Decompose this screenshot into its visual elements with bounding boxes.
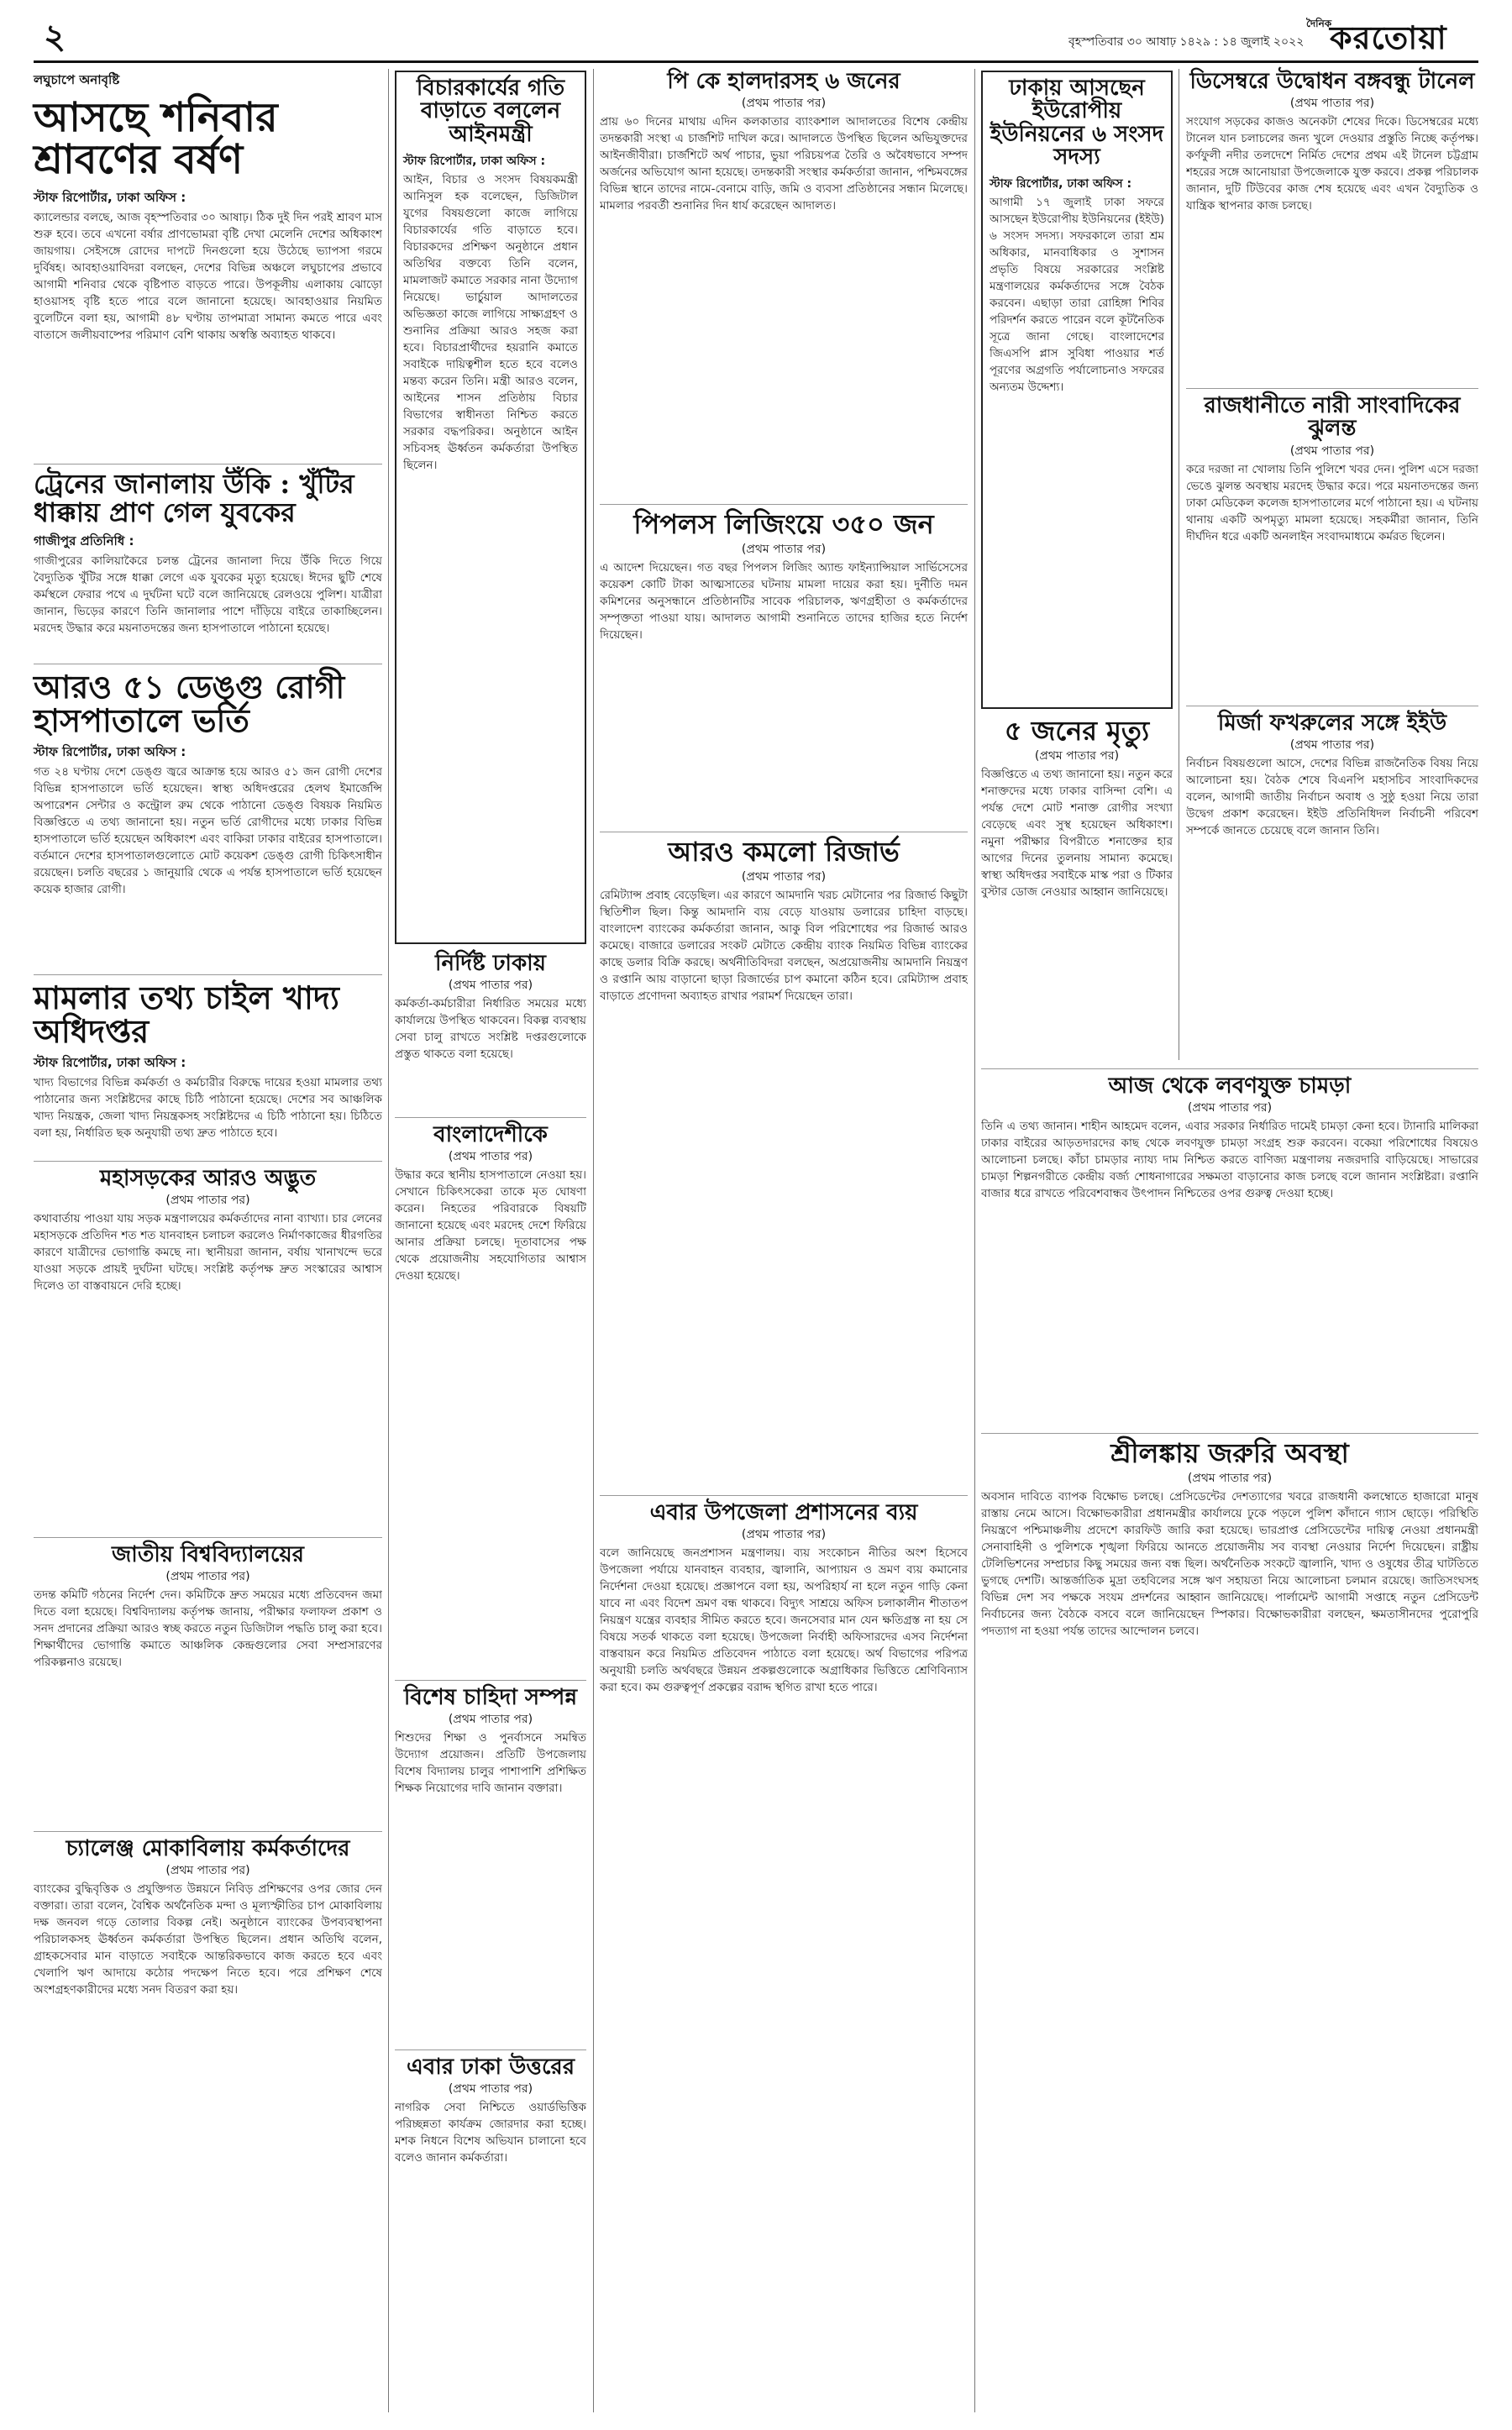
story-peoples-leasing: [600, 508, 968, 828]
story-body: বিজ্ঞপ্তিতে এ তথ্য জানানো হয়। নতুন করে শনাক্তদের মধ্যে ঢাকার বাসিন্দা বেশি। এ পর্যন্ত দেশে মোট শনাক্ত রোগীর সংখ্যা বেড়েছে এবং সুস্থ হয়েছেন অধিকাংশ। নমুনা পরীক্ষার বিপরীতে শনাক্তের হার আগের দিনের তুলনায় সামান্য কমেছে। স্বাস্থ্য অধিদপ্তর সবাইকে মাস্ক পরা ও টিকার বুস্টার ডোজ নেওয়ার আহ্বান জানিয়েছে।: [981, 767, 1173, 899]
story-headline: আরও কমলো রিজার্ভ: [668, 836, 900, 868]
story-headline: ট্রেনের জানালায় উঁকি : খুঁটির ধাক্কায় প্রাণ গেল যুবকের: [34, 468, 354, 528]
continued-note: (প্রথম পাতার পর): [741, 542, 827, 556]
story-bangladeshi: [395, 1124, 586, 1671]
story-separator: [395, 1117, 586, 1118]
column-divider: [388, 69, 389, 2412]
story-officers: [34, 1838, 382, 2401]
story-separator: [395, 1680, 586, 1681]
story-eu-mps: [981, 71, 1173, 709]
story-separator: [34, 1831, 382, 1832]
continued-note: (প্রথম পাতার পর): [1187, 1471, 1273, 1485]
story-leather: [981, 1075, 1478, 1420]
continued-note: (প্রথম পাতার পর): [448, 979, 533, 993]
story-headline: এবার উপজেলা প্রশাসনের ব্যয়: [649, 1500, 918, 1525]
story-body: এ আদেশ দিয়েছেন। গত বছর পিপলস লিজিং অ্যান্ড ফাইন্যান্সিয়াল সার্ভিসেসের কয়েকশ কোটি টাকা আত্মসাতের ঘটনায় মামলা দায়ের করা হয়। দুর্নীতি দমন কমিশনের অনুসন্ধানে প্রতিষ্ঠানটির সাবেক পরিচালক, ঋণগ্রহীতা ও কর্মকর্তাদের সম্পৃক্ততা পাওয়া যায়। আদালত আগামী শুনানিতে তাদের হাজির হতে নির্দেশ দিয়েছেন।: [600, 560, 968, 642]
story-headline: আরও ৫১ ডেঙ্গু রোগী হাসপাতালে ভর্তি: [34, 668, 345, 739]
story-body: ক্যালেন্ডার বলছে, আজ বৃহস্পতিবার ৩০ আষাঢ়। ঠিক দুই দিন পরই শ্রাবণ মাস শুরু হবে। তবে এখনো বর্ষার প্রাণভোমরা বৃষ্টি দেখা মেলেনি দেশের অধিকাংশ জায়গায়। সেইসঙ্গে রোদের দাপটে দিনগুলো হয়ে উঠেছে ভ্যাপসা গরমে দুর্বিষহ। আবহাওয়াবিদরা বলছেন, দেশের বিভিন্ন অঞ্চলে লঘুচাপের প্রভাবে আগামী শনিবার থেকে বৃষ্টিপাত বাড়তে পারে। উপকূলীয় এলাকায় ঝোড়ো হাওয়াসহ বৃষ্টি হতে পারে বলে জানানো হয়েছে। আবহাওয়ার নিয়মিত বুলেটিনে বলা হয়, আগামী ৪৮ ঘণ্টায় তাপমাত্রা সামান্য কমতে পারে এবং বাতাসে জলীয়বাষ্পের পরিমাণ বেশি থাকায় অস্বস্তি অব্যাহত থাকবে।: [34, 210, 382, 342]
story-headline: বাংলাদেশীকে: [433, 1122, 548, 1147]
masthead-logo: [1306, 12, 1474, 55]
story-body: তদন্ত কমিটি গঠনের নির্দেশ দেন। কমিটিকে দ্রুত সময়ের মধ্যে প্রতিবেদন জমা দিতে বলা হয়েছে। বিশ্ববিদ্যালয় কর্তৃপক্ষ জানায়, পরীক্ষার ফলাফল প্রকাশ ও সনদ প্রদানের প্রক্রিয়া আরও স্বচ্ছ করতে নতুন ডিজিটাল পদ্ধতি চালু করা হবে। শিক্ষার্থীদের ভোগান্তি কমাতে আঞ্চলিক কেন্দ্রগুলোর সেবা সম্প্রসারণের পরিকল্পনাও রয়েছে।: [34, 1588, 382, 1670]
story-separator: [34, 1161, 382, 1162]
continued-note: (প্রথম পাতার পর): [741, 97, 827, 111]
story-headline: ঢাকায় আসছেন ইউরোপীয় ইউনিয়নের ৬ সংসদ সদস্য: [990, 76, 1164, 170]
story-separator: [981, 1068, 1478, 1069]
story-body: নাগরিক সেবা নিশ্চিতে ওয়ার্ডভিত্তিক পরিচ্ছন্নতা কার্যক্রম জোরদার করা হচ্ছে। মশক নিধনে বিশেষ অভিযান চালানো হবে বলেও জানান কর্মকর্তারা।: [395, 2101, 586, 2165]
story-headline: আজ থেকে লবণযুক্ত চামড়া: [1108, 1073, 1352, 1099]
story-headline: এবার ঢাকা উত্তরের: [406, 2055, 575, 2080]
story-headline: পি কে হালদারসহ ৬ জনের: [667, 69, 900, 94]
story-headline: ডিসেম্বরে উদ্বোধন বঙ্গবন্ধু টানেল: [1189, 69, 1475, 94]
story-headline: চ্যালেঞ্জ মোকাবিলায় কর্মকর্তাদের: [66, 1836, 350, 1861]
story-body: নির্বাচন বিষয়গুলো আসে, দেশের বিভিন্ন রাজনৈতিক বিষয় নিয়ে আলোচনা হয়। বৈঠক শেষে বিএনপি মহাসচিব সাংবাদিকদের বলেন, আগামী জাতীয় নির্বাচন অবাধ ও সুষ্ঠু হওয়া নিয়ে তারা উদ্বেগ প্রকাশ করেছেন। ইইউ প্রতিনিধিদল নির্বাচনী পরিবেশ সম্পর্কে জানতে চেয়েছে বলে জানান তিনি।: [1186, 757, 1478, 838]
story-body: গাজীপুরের কালিয়াকৈরে চলন্ত ট্রেনের জানালা দিয়ে উঁকি দিতে গিয়ে বৈদ্যুতিক খুঁটির সঙ্গে ধাক্কা লেগে এক যুবকের মৃত্যু হয়েছে। ঈদের ছুটি শেষে কর্মস্থলে ফেরার পথে এ দুর্ঘটনা ঘটে বলে জানিয়েছে রেলওয়ে পুলিশ। যাত্রীরা জানান, ভিড়ের কারণে তিনি জানালার পাশে দাঁড়িয়ে বাইরে তাকাচ্ছিলেন। মরদেহ উদ্ধার করে ময়নাতদন্তের জন্য হাসপাতালে পাঠানো হয়েছে।: [34, 554, 382, 636]
story-separator: [34, 974, 382, 975]
continued-note: (প্রথম পাতার পর): [741, 1528, 827, 1542]
story-headline: মামলার তথ্য চাইল খাদ্য অধিদপ্তর: [34, 979, 339, 1050]
story-body: গত ২৪ ঘণ্টায় দেশে ডেঙ্গু জ্বরে আক্রান্ত হয়ে আরও ৫১ জন রোগী দেশের বিভিন্ন হাসপাতালে ভর্তি হয়েছেন। স্বাস্থ্য অধিদপ্তরের হেলথ ইমার্জেন্সি অপারেশন সেন্টার ও কন্ট্রোল রুম থেকে পাঠানো ডেঙ্গু বিষয়ক নিয়মিত বিজ্ঞপ্তিতে এ তথ্য জানানো হয়। নতুন ভর্তি রোগীদের মধ্যে ঢাকার বিভিন্ন হাসপাতালে ভর্তি হয়েছেন অধিকাংশ এবং বাকিরা ঢাকার বাইরের হাসপাতালে। বর্তমানে দেশের হাসপাতালগুলোতে মোট কয়েকশ ডেঙ্গু রোগী চিকিৎসাধীন রয়েছেন। চলতি বছরের ১ জানুয়ারি থেকে এ পর্যন্ত হাসপাতালে ভর্তি হয়েছেন কয়েক হাজার রোগী।: [34, 764, 382, 896]
story-body: ব্যাংকের বুদ্ধিবৃত্তিক ও প্রযুক্তিগত উন্নয়নে নিবিড় প্রশিক্ষণের ওপর জোর দেন বক্তারা। তারা বলেন, বৈশ্বিক অর্থনৈতিক মন্দা ও মূল্যস্ফীতির চাপ মোকাবিলায় দক্ষ জনবল গড়ে তোলার বিকল্প নেই। অনুষ্ঠানে ব্যাংকের উপব্যবস্থাপনা পরিচালকসহ ঊর্ধ্বতন কর্মকর্তারা উপস্থিত ছিলেন। প্রধান অতিথি বলেন, গ্রাহকসেবার মান বাড়াতে সবাইকে আন্তরিকভাবে কাজ করতে হবে এবং খেলাপি ঋণ আদায়ে কঠোর পদক্ষেপ নিতে হবে। পরে প্রশিক্ষণ শেষে অংশগ্রহণকারীদের মধ্যে সনদ বিতরণ করা হয়।: [34, 1882, 382, 1997]
story-highway: [34, 1168, 382, 1530]
story-byline: স্টাফ রিপোর্টার, ঢাকা অফিস :: [990, 177, 1132, 192]
story-headline: বিচারকার্যের গতি বাড়াতে বললেন আইনমন্ত্রী: [416, 76, 565, 147]
story-pk-halder: [600, 71, 968, 500]
story-headline: শ্রীলঙ্কায় জরুরি অবস্থা: [1110, 1437, 1349, 1469]
story-headline: মির্জা ফখরুলের সঙ্গে ইইউ: [1217, 711, 1447, 736]
story-body: রেমিট্যান্স প্রবাহ বেড়েছিল। এর কারণে আমদানি খরচ মেটানোর পর রিজার্ভ কিছুটা স্থিতিশীল ছিল। কিন্তু আমদানি ব্যয় বেড়ে যাওয়ায় ডলারের চাহিদা বাড়ছে। বাংলাদেশ ব্যাংকের কর্মকর্তারা জানান, আকু বিল পরিশোধের পর রিজার্ভ আরও কমেছে। বাজারে ডলারের সংকট মেটাতে কেন্দ্রীয় ব্যাংক নিয়মিত বিভিন্ন ব্যাংকের কাছে ডলার বিক্রি করছে। অর্থনীতিবিদরা বলছেন, অপ্রয়োজনীয় আমদানি নিয়ন্ত্রণ ও রপ্তানি আয় বাড়ানো ছাড়া রিজার্ভের চাপ কমানো কঠিন হবে। রেমিট্যান্স প্রবাহ বাড়াতে প্রণোদনা অব্যাহত রাখার পরামর্শ দিয়েছেন তারা।: [600, 888, 968, 1003]
story-headline: রাজধানীতে নারী সাংবাদিকের ঝুলন্ত: [1204, 393, 1461, 442]
story-body: আগামী ১৭ জুলাই ঢাকা সফরে আসছেন ইউরোপীয় ইউনিয়নের (ইইউ) ৬ সংসদ সদস্য। সফরকালে তারা শ্রম অধিকার, মানবাধিকার ও সুশাসন প্রভৃতি বিষয়ে সরকারের সংশ্লিষ্ট মন্ত্রণালয়ের কর্মকর্তাদের সঙ্গে বৈঠক করবেন। এছাড়া তারা রোহিঙ্গা শিবির পরিদর্শন করতে পারেন বলে কূটনৈতিক সূত্রে জানা গেছে। বাংলাদেশের জিএসপি প্লাস সুবিধা পাওয়ার শর্ত পূরণের অগ্রগতি পর্যালোচনাও সফরের অন্যতম উদ্দেশ্য।: [990, 196, 1164, 395]
story-body: প্রায় ৬০ দিনের মাথায় এদিন কলকাতার ব্যাংকশাল আদালতের বিশেষ কেন্দ্রীয় তদন্তকারী সংস্থা এ চার্জশিট দাখিল করে। আদালতে উপস্থিত ছিলেন অভিযুক্তদের আইনজীবীরা। চার্জশিটে অর্থ পাচার, ভুয়া পরিচয়পত্র তৈরি ও অবৈধভাবে সম্পদ অর্জনের অভিযোগ আনা হয়েছে। তদন্তকারী সংস্থার কর্মকর্তারা জানান, পশ্চিমবঙ্গের বিভিন্ন স্থানে তাদের নামে-বেনামে বাড়ি, জমি ও ব্যবসা প্রতিষ্ঠানের সন্ধান মিলেছে। মামলার পরবর্তী শুনানির দিন ধার্য করেছেন আদালত।: [600, 115, 968, 213]
continued-note: (প্রথম পাতার পর): [1289, 97, 1375, 111]
story-body: আইন, বিচার ও সংসদ বিষয়কমন্ত্রী আনিসুল হক বলেছেন, ডিজিটাল যুগের বিষয়গুলো কাজে লাগিয়ে বিচারকার্যের গতি বাড়াতে হবে। বিচারকদের প্রশিক্ষণ অনুষ্ঠানে প্রধান অতিথির বক্তব্যে তিনি বলেন, মামলাজট কমাতে সরকার নানা উদ্যোগ নিয়েছে। ভার্চুয়াল আদালতের অভিজ্ঞতা কাজে লাগিয়ে সাক্ষ্যগ্রহণ ও শুনানির প্রক্রিয়া আরও সহজ করা হবে। বিচারপ্রার্থীদের হয়রানি কমাতে সবাইকে দায়িত্বশীল হতে হবে বলেও মন্তব্য করেন তিনি। মন্ত্রী আরও বলেন, আইনের শাসন প্রতিষ্ঠায় বিচার বিভাগের স্বাধীনতা নিশ্চিত করতে সরকার বদ্ধপরিকর। অনুষ্ঠানে আইন সচিবসহ ঊর্ধ্বতন কর্মকর্তারা উপস্থিত ছিলেন।: [403, 172, 578, 472]
story-separator: [600, 1495, 968, 1496]
story-headline: পিপলস লিজিংয়ে ৩৫০ জন: [633, 508, 934, 540]
continued-note: (প্রথম পাতার পর): [165, 1570, 250, 1584]
story-dhaka-north: [395, 2056, 586, 2401]
continued-note: (প্রথম পাতার পর): [448, 1150, 533, 1164]
story-journalist: [1186, 395, 1478, 713]
header-rule: [34, 60, 1478, 63]
story-headline: ৫ জনের মৃত্যু: [1004, 715, 1150, 747]
story-separator: [600, 504, 968, 505]
story-body: করে দরজা না খোলায় তিনি পুলিশে খবর দেন। পুলিশ এসে দরজা ভেঙে ঝুলন্ত অবস্থায় মরদেহ উদ্ধার করে। পরে ময়নাতদন্তের জন্য ঢাকা মেডিকেল কলেজ হাসপাতালের মর্গে পাঠানো হয়। এ ঘটনায় থানায় একটি অপমৃত্যু মামলা হয়েছে। সহকর্মীরা জানান, তিনি দীর্ঘদিন ধরে একটি অনলাইন সংবাদমাধ্যমে কর্মরত ছিলেন।: [1186, 462, 1478, 543]
story-body: উদ্ধার করে স্থানীয় হাসপাতালে নেওয়া হয়। সেখানে চিকিৎসকেরা তাকে মৃত ঘোষণা করেন। নিহতের পরিবারকে বিষয়টি জানানো হয়েছে এবং মরদেহ দেশে ফিরিয়ে আনার প্রক্রিয়া চলছে। দূতাবাসের পক্ষ থেকে প্রয়োজনীয় সহযোগিতার আশ্বাস দেওয়া হয়েছে।: [395, 1168, 586, 1283]
story-body: অবসান দাবিতে ব্যাপক বিক্ষোভ চলছে। প্রেসিডেন্টের দেশত্যাগের খবরে রাজধানী কলম্বোতে হাজারো মানুষ রাস্তায় নেমে আসে। বিক্ষোভকারীরা প্রধানমন্ত্রীর কার্যালয়ে ঢুকে পড়লে পুলিশ কাঁদানে গ্যাস ছোড়ে। পরিস্থিতি নিয়ন্ত্রণে পশ্চিমাঞ্চলীয় প্রদেশে কারফিউ জারি করা হয়েছে। ভারপ্রাপ্ত প্রেসিডেন্টের দায়িত্ব নেওয়া প্রধানমন্ত্রী সেনাবাহিনী ও পুলিশকে শৃঙ্খলা ফিরিয়ে আনতে প্রয়োজনীয় সব ব্যবস্থা নেওয়ার নির্দেশ দিয়েছেন। রাষ্ট্রীয় টেলিভিশনের সম্প্রচার কিছু সময়ের জন্য বন্ধ ছিল। অর্থনৈতিক সংকটে জ্বালানি, খাদ্য ও ওষুধের তীব্র ঘাটতিতে ভুগছে দেশটি। আন্তর্জাতিক মুদ্রা তহবিলের সঙ্গে ঋণ সহায়তা নিয়ে আলোচনা চলমান রয়েছে। জাতিসংঘসহ বিভিন্ন দেশ সব পক্ষকে সংযম প্রদর্শনের আহ্বান জানিয়েছে। পার্লামেন্ট আগামী সপ্তাহে নতুন প্রেসিডেন্ট নির্বাচনের জন্য বৈঠকে বসবে বলে জানিয়েছেন স্পিকার। বিক্ষোভকারীরা বলছেন, ক্ষমতাসীনদের পুরোপুরি পদত্যাগ না হওয়া পর্যন্ত তাদের আন্দোলন চলবে।: [981, 1489, 1478, 1638]
story-separator: [395, 2049, 586, 2050]
story-body: শিশুদের শিক্ষা ও পুনর্বাসনে সমন্বিত উদ্যোগ প্রয়োজন। প্রতিটি উপজেলায় বিশেষ বিদ্যালয় চালুর পাশাপাশি প্রশিক্ষিত শিক্ষক নিয়োগের দাবি জানান বক্তারা।: [395, 1731, 586, 1796]
story-body: কথাবার্তায় পাওয়া যায় সড়ক মন্ত্রণালয়ের কর্মকর্তাদের নানা ব্যাখ্যা। চার লেনের মহাসড়কে প্রতিদিন শত শত যানবাহন চলাচল করলেও নির্মাণকাজের ধীরগতির কারণে যাত্রীদের ভোগান্তি কমছে না। স্থানীয়রা জানান, বর্ষায় খানাখন্দে ভরে যাওয়া সড়কে প্রায়ই দুর্ঘটনা ঘটছে। সংশ্লিষ্ট কর্তৃপক্ষ দ্রুত সংস্কারের আশ্বাস দিলেও তা বাস্তবায়নে দেরি হচ্ছে।: [34, 1212, 382, 1294]
story-headline: জাতীয় বিশ্ববিদ্যালয়ের: [112, 1542, 304, 1567]
story-university: [34, 1544, 382, 1822]
story-special-needs: [395, 1687, 586, 2049]
story-headline: মহাসড়কের আরও অদ্ভুত: [99, 1166, 317, 1191]
continued-note: (প্রথম পাতার পর): [165, 1864, 250, 1878]
column-divider: [974, 69, 975, 2412]
continued-note: (প্রথম পাতার পর): [1289, 443, 1375, 458]
story-weather: [34, 71, 382, 495]
story-kicker: লঘুচাপে অনাবৃষ্টি: [34, 72, 120, 87]
story-byline: স্টাফ রিপোর্টার, ঢাকা অফিস :: [403, 154, 546, 168]
story-headline: বিশেষ চাহিদা সম্পন্ন: [403, 1685, 578, 1710]
issue-date: বৃহস্পতিবার ৩০ আষাঢ় ১৪২৯ : ১৪ জুলাই ২০২২: [1068, 35, 1305, 49]
column-divider: [593, 69, 594, 2412]
story-train: [34, 470, 382, 670]
story-separator: [981, 1433, 1478, 1434]
story-body: তিনি এ তথ্য জানান। শাহীন আহমেদ বলেন, এবার সরকার নির্ধারিত দামেই চামড়া কেনা হবে। ট্যানারি মালিকরা ঢাকার বাইরের আড়তদারদের কাছ থেকে লবণযুক্ত চামড়া সংগ্রহ শুরু করবেন। বকেয়া পরিশোধের বিষয়েও আলোচনা চলছে। কাঁচা চামড়ার ন্যায্য দাম নিশ্চিত করতে বাণিজ্য মন্ত্রণালয় নজরদারি বাড়িয়েছে। সাভারের চামড়া শিল্পনগরীতে কেন্দ্রীয় বর্জ্য শোধনাগারের সক্ষমতা বাড়ানোর কাজ চলছে বলে জানান সংশ্লিষ্টরা। রপ্তানি বাজার ধরে রাখতে পরিবেশবান্ধব উৎপাদন নিশ্চিতের ওপর গুরুত্ব দেওয়া হচ্ছে।: [981, 1120, 1478, 1201]
continued-note: (প্রথম পাতার পর): [448, 2082, 533, 2097]
story-headline: আসছে শনিবার শ্রাবণের বর্ষণ: [34, 94, 278, 184]
story-five-dead: [981, 717, 1173, 1052]
story-byline: স্টাফ রিপোর্টার, ঢাকা অফিস :: [34, 189, 186, 205]
story-dhaka-spec: [395, 953, 586, 1113]
masthead-title: করতোয়া: [1330, 18, 1447, 56]
story-dengue: [34, 670, 382, 1007]
continued-note: (প্রথম পাতার পর): [448, 1713, 533, 1727]
story-byline: গাজীপুর প্রতিনিধি :: [34, 533, 134, 549]
continued-note: (প্রথম পাতার পর): [165, 1194, 250, 1208]
masthead-prefix: দৈনিক: [1306, 18, 1332, 29]
continued-note: (প্রথম পাতার পর): [1289, 738, 1375, 753]
story-byline: স্টাফ রিপোর্টার, ঢাকা অফিস :: [34, 1054, 186, 1070]
continued-note: (প্রথম পাতার পর): [1034, 748, 1120, 763]
story-separator: [1186, 388, 1478, 389]
story-body: বলে জানিয়েছে জনপ্রশাসন মন্ত্রণালয়। ব্যয় সংকোচন নীতির অংশ হিসেবে উপজেলা পর্যায়ে যানবাহন ব্যবহার, জ্বালানি, আপ্যায়ন ও ভ্রমণ ব্যয় কমানোর নির্দেশনা দেওয়া হয়েছে। প্রজ্ঞাপনে বলা হয়, অপরিহার্য না হলে নতুন গাড়ি কেনা যাবে না এবং বিদেশ ভ্রমণ বন্ধ থাকবে। বিদ্যুৎ সাশ্রয়ে অফিস চলাকালীন শীতাতপ নিয়ন্ত্রণ যন্ত্রের ব্যবহার সীমিত করতে হবে। জনসেবার মান যেন ক্ষতিগ্রস্ত না হয় সে বিষয়ে সতর্ক থাকতে বলা হয়েছে। উপজেলা নির্বাহী অফিসারদের এসব নির্দেশনা বাস্তবায়ন করে নিয়মিত প্রতিবেদন পাঠাতে বলা হয়েছে। অর্থ বিভাগের পরিপত্র অনুযায়ী চলতি অর্থবছরে উন্নয়ন প্রকল্পগুলোকে অগ্রাধিকার ভিত্তিতে শ্রেণিবিন্যাস করা হবে। কম গুরুত্বপূর্ণ প্রকল্পের বরাদ্দ স্থগিত রাখা হতে পারে।: [600, 1546, 968, 1695]
story-separator: [34, 1537, 382, 1538]
story-byline: স্টাফ রিপোর্টার, ঢাকা অফিস :: [34, 743, 186, 759]
story-tunnel: [1186, 71, 1478, 365]
story-upazila: [600, 1502, 968, 2401]
story-reserve: [600, 838, 968, 1492]
continued-note: (প্রথম পাতার পর): [1187, 1101, 1273, 1115]
page-number: ২: [44, 17, 66, 56]
story-body: কর্মকর্তা-কর্মচারীরা নির্ধারিত সময়ের মধ্যে কার্যালয়ে উপস্থিত থাকবেন। বিকল্প ব্যবস্থায় সেবা চালু রাখতে সংশ্লিষ্ট দপ্তরগুলোকে প্রস্তুত থাকতে বলা হয়েছে।: [395, 997, 586, 1062]
story-mirza: [1186, 712, 1478, 1108]
story-headline: নির্দিষ্ট ঢাকায়: [435, 951, 546, 976]
story-body: সংযোগ সড়কের কাজও অনেকটা শেষের দিকে। ডিসেম্বরের মধ্যে টানেল যান চলাচলের জন্য খুলে দেওয়ার প্রস্তুতি নিচ্ছে কর্তৃপক্ষ। কর্ণফুলী নদীর তলদেশে নির্মিত দেশের প্রথম এই টানেল চট্টগ্রাম শহরের সঙ্গে আনোয়ারা উপজেলাকে যুক্ত করবে। প্রকল্প পরিচালক জানান, দুটি টিউবের কাজ শেষ হয়েছে এবং এখন বৈদ্যুতিক ও যান্ত্রিক স্থাপনার কাজ চলছে।: [1186, 115, 1478, 213]
continued-note: (প্রথম পাতার পর): [741, 869, 827, 884]
story-srilanka: [981, 1437, 1478, 2396]
story-body: খাদ্য বিভাগের বিভিন্ন কর্মকর্তা ও কর্মচারীর বিরুদ্ধে দায়ের হওয়া মামলার তথ্য পাঠানোর জন্য সংশ্লিষ্টদের কাছে চিঠি পাঠানো হয়েছে। দেশের সব আঞ্চলিক খাদ্য নিয়ন্ত্রক, জেলা খাদ্য নিয়ন্ত্রকসহ সংশ্লিষ্টদের এ চিঠি পাঠানো হয়। চিঠিতে বলা হয়, নির্ধারিত ছক অনুযায়ী তথ্য দ্রুত পাঠাতে হবে।: [34, 1075, 382, 1140]
story-judiciary: [395, 71, 586, 944]
